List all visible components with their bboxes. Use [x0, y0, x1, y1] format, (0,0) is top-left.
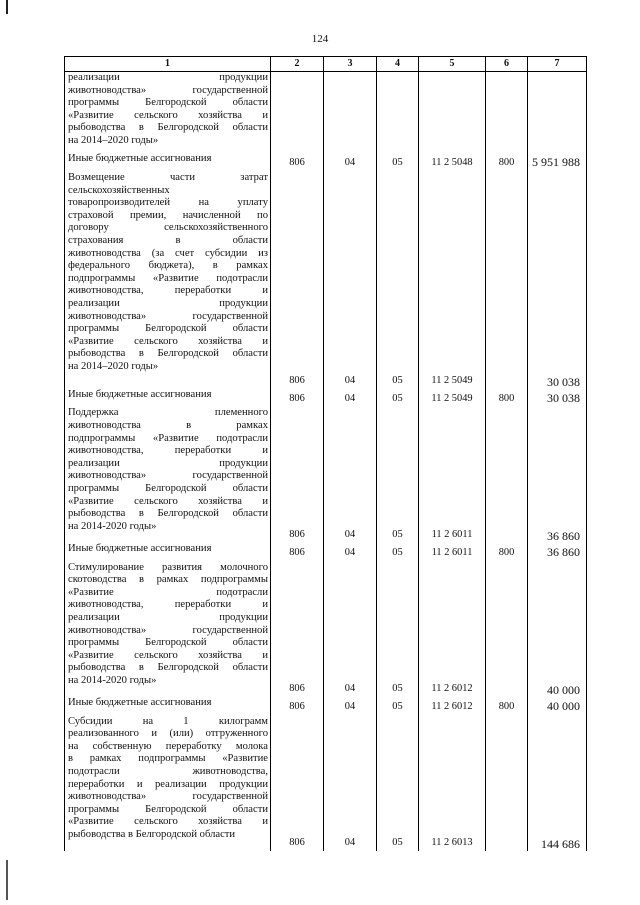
- section-code: [324, 72, 377, 154]
- section-code: 04: [324, 153, 377, 172]
- description-line: Иные бюджетные ассигнования: [68, 696, 212, 708]
- description-line: на 2014–2020 годы»: [68, 360, 159, 372]
- target-article-code: 11 2 5048: [419, 153, 486, 172]
- section-code: 04: [324, 716, 377, 851]
- subsection-code: 05: [377, 543, 419, 562]
- target-article-code: 11 2 6011: [419, 543, 486, 562]
- description-line: «Развитие сельского хозяйства и: [68, 109, 268, 121]
- description-line: программы Белгородской области: [68, 637, 268, 649]
- grbs-code: 806: [271, 153, 324, 172]
- row-description: [65, 697, 271, 716]
- description-line: в рамках подпрограммы «Развитие: [68, 753, 268, 765]
- description-line: животноводства» государственной: [68, 791, 268, 803]
- budget-table-body: [65, 57, 587, 852]
- expense-type-code: [486, 716, 528, 851]
- description-line: Возмещение части затрат: [68, 172, 268, 184]
- column-header: 5: [419, 57, 486, 72]
- grbs-code: [271, 72, 324, 154]
- amount: 40 000: [528, 562, 587, 697]
- subsection-code: 05: [377, 562, 419, 697]
- table-row: [65, 72, 587, 154]
- target-article-code: 11 2 5049: [419, 389, 486, 408]
- description-line: скотоводства в рамках подпрограммы: [68, 574, 268, 586]
- row-description: [65, 407, 271, 542]
- description-line: на 2014-2020 годы»: [68, 520, 157, 532]
- description-line: программы Белгородской области: [68, 803, 268, 815]
- description-line: договору сельскохозяйственного: [68, 222, 268, 234]
- description-line: реализации продукции: [68, 611, 268, 623]
- page-number: 124: [311, 33, 329, 45]
- description-line: Иные бюджетные ассигнования: [68, 153, 212, 165]
- description-line: подпрограммы «Развитие подотрасли: [68, 272, 268, 284]
- description-line: животноводства в рамках: [68, 419, 268, 431]
- subsection-code: 05: [377, 389, 419, 408]
- subsection-code: [377, 72, 419, 154]
- description-line: на собственную переработку молока: [68, 740, 268, 752]
- description-line: Стимулирование развития молочного: [68, 561, 268, 573]
- description-line: «Развитие сельского хозяйства и: [68, 649, 268, 661]
- description-line: Иные бюджетные ассигнования: [68, 388, 212, 400]
- amount: 30 038: [528, 172, 587, 388]
- expense-type-code: [486, 172, 528, 388]
- grbs-code: 806: [271, 697, 324, 716]
- column-header: 4: [377, 57, 419, 72]
- description-line: животноводства, переработки и: [68, 599, 268, 611]
- expense-type-code: [486, 407, 528, 542]
- description-line: животноводства (за счет субсидии из: [68, 247, 268, 259]
- row-description: [65, 172, 271, 388]
- table-row: [65, 716, 587, 851]
- grbs-code: 806: [271, 716, 324, 851]
- expense-type-code: 800: [486, 389, 528, 408]
- description-line: сельскохозяйственных: [68, 184, 170, 196]
- description-line: программы Белгородской области: [68, 323, 268, 335]
- subsection-code: 05: [377, 153, 419, 172]
- description-line: «Развитие сельского хозяйства и: [68, 495, 268, 507]
- table-row: [65, 562, 587, 697]
- table-row: [65, 153, 587, 172]
- target-article-code: [419, 72, 486, 154]
- scan-edge-mark: [6, 0, 8, 14]
- description-line: «Развитие сельского хозяйства и: [68, 335, 268, 347]
- row-description: [65, 389, 271, 408]
- section-code: 04: [324, 407, 377, 542]
- description-line: федерального бюджета), в рамках: [68, 260, 268, 272]
- subsection-code: 05: [377, 697, 419, 716]
- description-line: страхования в области: [68, 235, 268, 247]
- description-line: Иные бюджетные ассигнования: [68, 542, 212, 554]
- subsection-code: 05: [377, 172, 419, 388]
- section-code: 04: [324, 697, 377, 716]
- row-description: [65, 153, 271, 172]
- row-description: [65, 72, 271, 154]
- subsection-code: 05: [377, 716, 419, 851]
- section-code: 04: [324, 543, 377, 562]
- amount: 5 951 988: [528, 153, 587, 172]
- column-header: 6: [486, 57, 528, 72]
- description-line: программы Белгородской области: [68, 482, 268, 494]
- table-header-row: [65, 57, 587, 72]
- description-line: «Развитие сельского хозяйства и: [68, 816, 268, 828]
- amount: 36 860: [528, 407, 587, 542]
- subsection-code: 05: [377, 407, 419, 542]
- amount: 36 860: [528, 543, 587, 562]
- description-line: «Развитие подотрасли: [68, 586, 268, 598]
- budget-table: [64, 56, 587, 851]
- description-line: животноводства» государственной: [68, 624, 268, 636]
- description-line: на 2014-2020 годы»: [68, 674, 157, 686]
- description-line: подотрасли животноводства,: [68, 766, 268, 778]
- expense-type-code: 800: [486, 153, 528, 172]
- grbs-code: 806: [271, 172, 324, 388]
- description-line: рыбоводства в Белгородской области: [68, 662, 268, 674]
- description-line: страховой премии, начисленной по: [68, 209, 268, 221]
- description-line: животноводства» государственной: [68, 310, 268, 322]
- description-line: рыбоводства в Белгородской области: [68, 348, 268, 360]
- description-line: реализации продукции: [68, 298, 268, 310]
- description-line: рыбоводства в Белгородской области: [68, 829, 236, 841]
- section-code: 04: [324, 389, 377, 408]
- expense-type-code: [486, 562, 528, 697]
- description-line: на 2014–2020 годы»: [68, 134, 159, 146]
- row-description: [65, 716, 271, 851]
- section-code: 04: [324, 562, 377, 697]
- column-header: 2: [271, 57, 324, 72]
- row-description: [65, 543, 271, 562]
- scan-edge-mark-bottom: [6, 860, 8, 900]
- description-line: Поддержка племенного: [68, 407, 268, 419]
- table-row: [65, 172, 587, 388]
- column-header: 1: [65, 57, 271, 72]
- table-row: [65, 389, 587, 408]
- description-line: животноводства, переработки и: [68, 445, 268, 457]
- description-line: программы Белгородской области: [68, 97, 268, 109]
- expense-type-code: 800: [486, 543, 528, 562]
- description-line: рыбоводства в Белгородской области: [68, 122, 268, 134]
- description-line: реализации продукции: [68, 457, 268, 469]
- grbs-code: 806: [271, 562, 324, 697]
- column-header: 7: [528, 57, 587, 72]
- description-line: подпрограммы «Развитие подотрасли: [68, 432, 268, 444]
- grbs-code: 806: [271, 543, 324, 562]
- description-line: животноводства, переработки и: [68, 285, 268, 297]
- amount: 30 038: [528, 389, 587, 408]
- amount: 40 000: [528, 697, 587, 716]
- target-article-code: 11 2 6012: [419, 562, 486, 697]
- description-line: Субсидии на 1 килограмм: [68, 715, 268, 727]
- description-line: переработки и реализации продукции: [68, 778, 268, 790]
- amount: 144 686: [528, 716, 587, 851]
- amount: [528, 72, 587, 154]
- grbs-code: 806: [271, 389, 324, 408]
- table-row: [65, 407, 587, 542]
- description-line: реализованного и (или) отгруженного: [68, 728, 268, 740]
- target-article-code: 11 2 5049: [419, 172, 486, 388]
- expense-type-code: [486, 72, 528, 154]
- grbs-code: 806: [271, 407, 324, 542]
- target-article-code: 11 2 6011: [419, 407, 486, 542]
- description-line: товаропроизводителей на уплату: [68, 197, 268, 209]
- description-line: животноводства» государственной: [68, 470, 268, 482]
- column-header: 3: [324, 57, 377, 72]
- section-code: 04: [324, 172, 377, 388]
- description-line: реализации продукции: [68, 72, 268, 83]
- target-article-code: 11 2 6013: [419, 716, 486, 851]
- row-description: [65, 562, 271, 697]
- description-line: животноводства» государственной: [68, 84, 268, 96]
- table-row: [65, 697, 587, 716]
- expense-type-code: 800: [486, 697, 528, 716]
- table-row: [65, 543, 587, 562]
- description-line: рыбоводства в Белгородской области: [68, 508, 268, 520]
- target-article-code: 11 2 6012: [419, 697, 486, 716]
